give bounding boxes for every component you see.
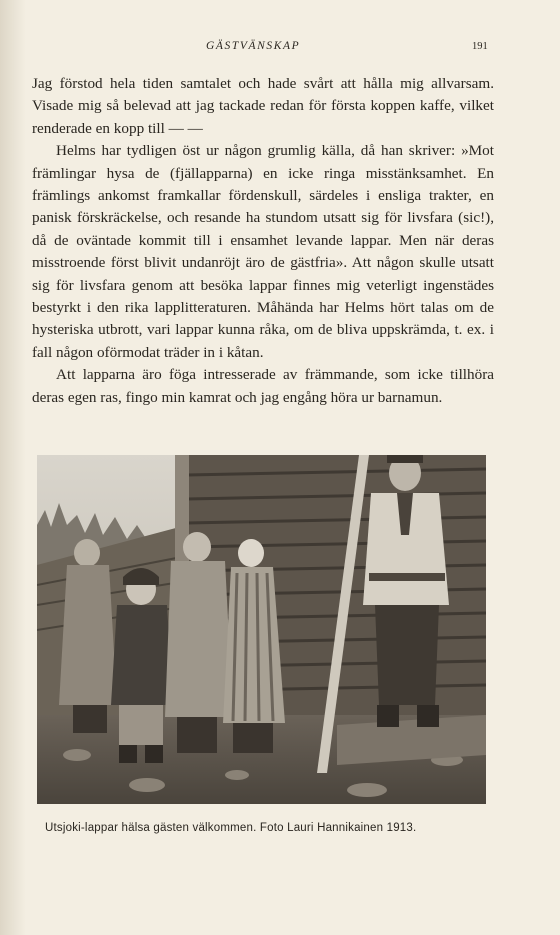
photo-caption: Utsjoki-lappar hälsa gästen välkommen. Foto Lauri Hannikainen 1913. <box>45 822 417 834</box>
running-header <box>0 40 560 56</box>
running-title: GÄSTVÄNSKAP <box>206 40 301 52</box>
body-text <box>32 73 494 409</box>
page-number: 191 <box>472 41 488 52</box>
page-edge-shadow <box>0 0 26 935</box>
paragraph-1: Jag förstod hela tiden samtalet och hade svårt att hålla mig allvarsam. Visade mig så belevad att jag tackade redan för första koppen kaffe, vilket renderade en kopp till — — <box>32 75 494 137</box>
paragraph-2: Helms har tydligen öst ur någon grumlig källa, då han skriver: »Mot främlingar hysa de (fjällapparna) en icke ringa misstänksamhet. En främlings ankomst framkallar fördenskull, särdeles i ensliga trakter, en panisk förskräckelse, och resande ha stundom utsatt sig för livsfara (sic!), då de oväntade kommit till i ensamhet levande lappar. Men när deras misstroende först blivit undanröjt äro de gästfria». Att någon skulle utsatt sig för livsfara genom att besöka lappar finnes mig veterligt ingenstädes bestyrkt i den rika lapplitteraturen. Måhända har Helms hört talas om de hysteriska utbrott, vari lappar kunna råka, om de bliva uppskrämda, t. ex. i fall någon oförmodat träder in i kåtan. <box>32 142 494 361</box>
paragraph-3: Att lapparna äro föga intresserade av främmande, som icke tillhöra deras egen ras, fingo min kamrat och jag engång höra ur barnamun. <box>32 366 494 406</box>
photograph <box>37 455 486 804</box>
photograph-image <box>37 455 486 804</box>
